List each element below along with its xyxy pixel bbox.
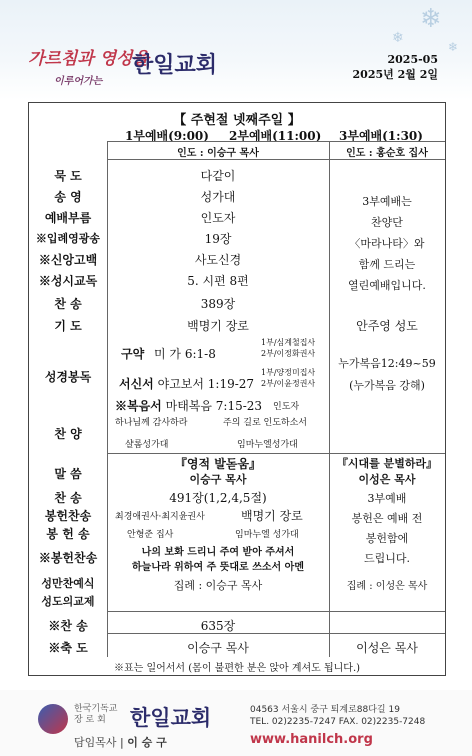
- sermon-title-12: 『영적 발돋움』: [174, 457, 262, 471]
- scripture-label: 성경봉독: [44, 370, 92, 384]
- offering-song-label: 봉 헌 송: [46, 527, 90, 541]
- order-label: 묵 도: [54, 169, 82, 183]
- offering-prayer-2: 백명기 장로: [241, 509, 303, 523]
- scripture-ot: 구약 미 가 6:1-8: [121, 347, 216, 361]
- anthem-label: 찬 양: [54, 427, 82, 441]
- leader-12: 인도 : 이승구 목사: [177, 148, 259, 159]
- phone: TEL. 02)2235-7247 FAX. 02)2235-7248: [250, 717, 426, 727]
- anthem-choir-1: 샬롬성가대: [125, 440, 169, 450]
- order-value-3: 안주영 성도: [356, 319, 418, 333]
- hymn2-label: 찬 송: [54, 491, 82, 505]
- divider: [107, 633, 445, 634]
- snowflake-icon: ❄: [420, 4, 442, 34]
- order-label: ※신앙고백: [38, 253, 98, 267]
- order-value: 5. 시편 8편: [187, 274, 249, 288]
- sermon-preacher-3: 이성은 목사: [358, 473, 416, 486]
- communion-12: 집례 : 이승구 목사: [173, 579, 263, 592]
- communion-label-1: 성만찬예식: [41, 577, 95, 590]
- sermon-label: 말 씀: [54, 467, 82, 481]
- final-hymn-label: ※찬 송: [48, 619, 88, 633]
- scripture-gospel: ※복음서 마태복음 7:15-23: [115, 399, 263, 413]
- offering-song-2: 임마누엘 성가대: [235, 530, 299, 540]
- divider: [107, 611, 445, 612]
- website-link[interactable]: www.hanilch.org: [250, 732, 373, 747]
- communion-3: 집례 : 이성은 목사: [346, 581, 428, 592]
- pastor: 담임목사 | 이 승 구: [74, 736, 167, 749]
- order-value: 인도자: [200, 211, 236, 225]
- order-of-worship: [28, 102, 446, 676]
- scripture-ep-readers: 1부/양정미집사 2부/이윤정권사: [261, 368, 316, 388]
- sermon-preacher-12: 이승구 목사: [189, 473, 247, 486]
- leader-3: 인도 : 홍순호 집사: [346, 148, 428, 159]
- third-offering-note: 3부예배 봉헌은 예배 전 봉헌함에 드립니다.: [351, 492, 423, 565]
- scripture-gospel-reader: 인도자: [273, 402, 300, 412]
- issue-date: 2025년 2월 2일: [352, 68, 438, 81]
- final-hymn-value: 635장: [200, 619, 236, 633]
- scripture-ot-readers: 1부/심계철집사 2부/이정화권사: [261, 338, 316, 358]
- contact: [250, 704, 425, 728]
- order-value: 백명기 장로: [187, 319, 249, 333]
- anthem-song-1: 하나님께 감사하라: [115, 418, 188, 428]
- service-col-3: 3부예배(1:30): [339, 129, 423, 143]
- anthem-choir-2: 임마누엘성가대: [237, 440, 298, 450]
- slogan: 가르침과 영성을 이루어가는: [28, 49, 149, 87]
- snowflake-icon: ❄: [448, 40, 459, 54]
- footnote: ※표는 일어서서 (몸이 불편한 분은 앉아 계셔도 됩니다.): [113, 663, 361, 674]
- order-label: 송 영: [54, 190, 82, 204]
- offering-song-1: 안형준 집사: [127, 530, 174, 540]
- order-label: ※입례영광송: [35, 232, 101, 245]
- church-logo: [38, 704, 68, 734]
- offering-prayer-1: 최경애권사·최지윤권사: [115, 512, 205, 522]
- address: 04563 서울시 중구 퇴계로88다길 19: [250, 705, 400, 715]
- divider: [107, 453, 445, 454]
- order-label: 찬 송: [54, 297, 82, 311]
- benediction-3: 이성은 목사: [356, 641, 418, 655]
- divider: [107, 141, 445, 142]
- issue-number: 2025-05: [387, 53, 438, 66]
- service-col-1: 1부예배(9:00): [125, 129, 209, 143]
- footer-church-name: 한일교회: [130, 706, 212, 730]
- order-value: 다같이: [200, 169, 236, 183]
- offering-prayer-label: 봉헌찬송: [44, 509, 92, 523]
- issue-info: [353, 52, 438, 82]
- benediction-label: ※축 도: [48, 641, 88, 655]
- snowflake-icon: ❄: [392, 30, 404, 46]
- order-value: 사도신경: [194, 253, 242, 267]
- communion-label-2: 성도의교제: [41, 595, 95, 608]
- denomination: 한국기독교 장 로 회: [74, 704, 118, 725]
- order-label: 예배부름: [44, 211, 92, 225]
- divider: [107, 159, 445, 160]
- benediction-12: 이승구 목사: [187, 641, 249, 655]
- sermon-title-3: 『시대를 분별하라』: [336, 457, 438, 470]
- offering-hymn-line-2: 하늘나라 위하여 주 뜻대로 쓰소서 아멘: [132, 562, 304, 573]
- order-value: 성가대: [200, 190, 236, 204]
- service-title: 【 주현절 넷째주일 】: [173, 113, 301, 128]
- anthem-song-2: 주의 길로 인도하소서: [223, 418, 307, 428]
- church-name: 한일교회: [132, 53, 218, 78]
- order-label: ※성시교독: [38, 274, 98, 288]
- scripture-3b: (누가복음 강해): [349, 379, 425, 392]
- scripture-ep: 서신서 야고보서 1:19-27: [119, 377, 255, 391]
- third-service-note: 3부예배는 찬양단 〈마라나타〉와 함께 드리는 열린예배입니다.: [348, 195, 426, 292]
- order-value: 389장: [200, 297, 236, 311]
- hymn2-value: 491장(1,2,4,5절): [169, 491, 267, 505]
- order-label: 기 도: [54, 319, 82, 333]
- offering-hymn-label: ※봉헌찬송: [38, 551, 98, 565]
- offering-hymn-line-1: 나의 보화 드리니 주여 받아 주셔서: [141, 547, 295, 558]
- order-value: 19장: [204, 232, 232, 246]
- service-col-2: 2부예배(11:00): [229, 129, 322, 143]
- scripture-3: 누가복음12:49~59: [338, 357, 436, 370]
